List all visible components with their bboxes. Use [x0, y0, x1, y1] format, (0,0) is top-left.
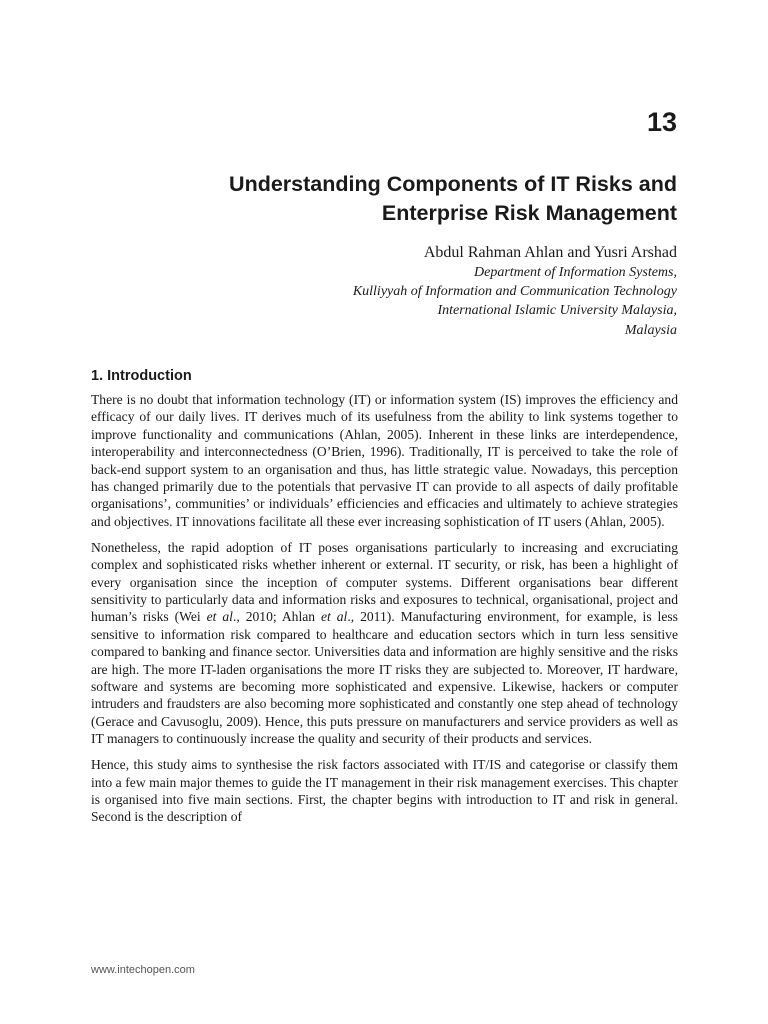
- footer-url: www.intechopen.com: [91, 964, 195, 976]
- authors: Abdul Rahman Ahlan and Yusri Arshad: [423, 244, 677, 261]
- affiliation-line-4: Malaysia: [624, 322, 677, 338]
- affiliation: [177, 263, 677, 340]
- chapter-number: 13: [646, 107, 677, 137]
- paragraph-3: Hence, this study aims to synthesise the risk factors associated with IT/IS and categorise or classify them into a few main major themes to guide the IT management in their risk management exercises. This chapter is organised into five main sections. First, the chapter begins with introduction to IT and risk in general. Second is the description of: [91, 757, 678, 825]
- et-al-citation-2: et al: [321, 609, 348, 625]
- chapter-title-line-1: Understanding Components of IT Risks and: [229, 172, 677, 196]
- paragraph-1: There is no doubt that information technology (IT) or information system (IS) improves the efficiency and efficacy of our daily lives. IT derives much of its usefulness from the ability to link systems together to improve functionality and communications (Ahlan, 2005). Inherent in these links are interdependence, interoperability and interconnectedness (O’Brien, 1996). Traditionally, IT is perceived to take the role of back-end support system to an organisation and thus, has little strategic value. Nowadays, this perception has changed primarily due to the potentials that pervasive IT can provide to all aspects of daily profitable organisations’, communities’ or individuals’ efficiencies and efficacies and ultimately to achieve strategies and objectives. IT innovations facilitate all these ever increasing sophistication of IT users (Ahlan, 2005).: [91, 392, 678, 529]
- section-heading: 1. Introduction: [91, 368, 192, 384]
- paragraph-2-part-c: ., 2011). Manufacturing environment, for example, is less sensitive to information risk compared to healthcare and education sectors which in turn less sensitive compared to banking and finance sector. Universities data and information are highly sensitive and the risks are high. The more IT-laden organisations the more IT risks they are subjected to. Moreover, IT hardware, software and systems are becoming more sophisticated and expensive. Likewise, hackers or computer intruders and fraudsters are also becoming more sophisticated and constantly one step ahead of technology (Gerace and Cavusoglu, 2009). Hence, this puts pressure on manufacturers and service providers as well as IT managers to continuously increase the quality and security of their products and services.: [91, 609, 678, 747]
- body-text: [91, 391, 678, 834]
- paragraph-2: [91, 539, 678, 748]
- chapter-title: [117, 170, 677, 228]
- chapter-title-line-2: Enterprise Risk Management: [381, 201, 677, 225]
- affiliation-line-3: International Islamic University Malaysia,: [437, 303, 677, 319]
- affiliation-line-2: Kulliyyah of Information and Communication Technology: [352, 284, 677, 300]
- paragraph-2-part-b: ., 2010; Ahlan: [232, 609, 322, 625]
- affiliation-line-1: Department of Information Systems,: [474, 265, 677, 280]
- paragraph-2-part-a: Nonetheless, the rapid adoption of IT poses organisations particularly to increasing and excruciating complex and sophisticated risks whether inherent or external. IT security, or risk, has been a highlight of every organisation since the inception of computer systems. Different organisations bear different sensitivity to particularly data and information risks and exposures to technical, organisational, project and human’s risks (Wei: [91, 539, 678, 625]
- et-al-citation-1: et al: [206, 609, 233, 625]
